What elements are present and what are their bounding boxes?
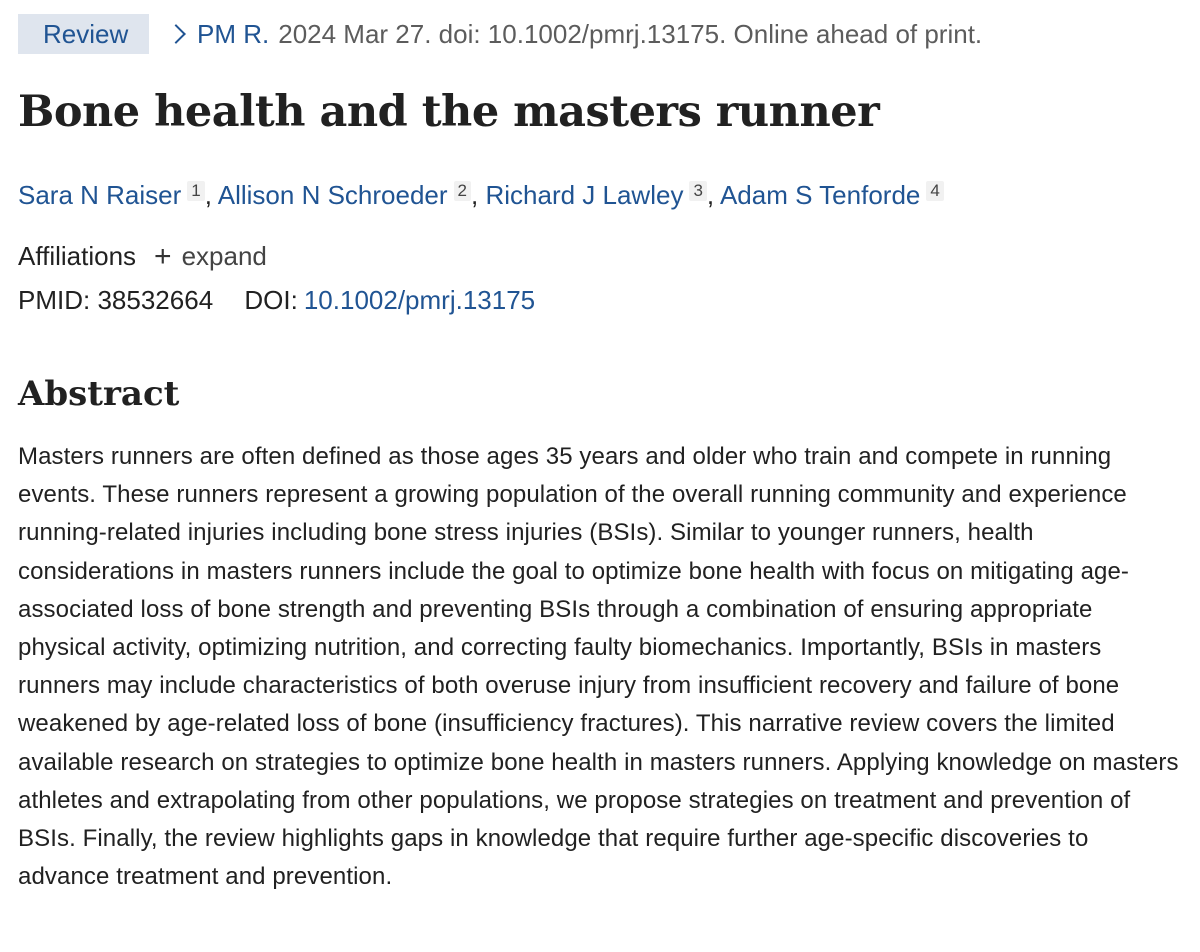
chevron-right-icon[interactable] [166, 24, 186, 44]
publication-type-badge: Review [18, 14, 149, 54]
affiliation-ref[interactable]: 4 [926, 181, 943, 201]
affiliation-ref[interactable]: 2 [454, 181, 471, 201]
author-separator: , [204, 180, 218, 210]
pmid-value: 38532664 [97, 285, 214, 315]
journal-link[interactable]: PM R. [197, 18, 270, 49]
citation-details: 2024 Mar 27. doi: 10.1002/pmrj.13175. Online ahead of print. [278, 18, 983, 49]
expand-label: expand [181, 241, 267, 271]
author-list [18, 180, 944, 211]
citation-line [165, 19, 982, 50]
doi-label: DOI: [244, 285, 298, 315]
affiliation-ref[interactable]: 1 [187, 181, 204, 201]
pmid-label: PMID: [18, 285, 91, 315]
doi-link[interactable]: 10.1002/pmrj.13175 [303, 285, 536, 315]
plus-icon: + [154, 239, 172, 273]
author-link[interactable]: Richard J Lawley [485, 180, 684, 210]
abstract-text: Masters runners are often defined as those ages 35 years and older who train and compete in running events. These runners represent a growing population of the overall running community and experience running-related injuries including bone stress injuries (BSIs). Similar to younger runners, health considerations in masters runners include the goal to optimize bone health with focus on mitigating age-associated loss of bone strength and preventing BSIs through a combination of ensuring appropriate physical activity, optimizing nutrition, and correcting faulty biomechanics. Importantly, BSIs in masters runners may include characteristics of both overuse injury from insufficient recovery and failure of bone weakened by age-related loss of bone (insufficiency fractures). This narrative review covers the limited available research on strategies to optimize bone health in masters runners. Applying knowledge on masters athletes and extrapolating from other populations, we propose strategies on treatment and prevention of BSIs. Finally, the review highlights gaps in knowledge that require further age-specific discoveries to advance treatment and prevention. [18, 443, 1179, 891]
expand-affiliations-button[interactable] [154, 241, 267, 272]
author-link[interactable]: Adam S Tenforde [719, 180, 921, 210]
author-link[interactable]: Allison N Schroeder [217, 180, 448, 210]
affiliations-label: Affiliations [18, 241, 137, 271]
author-link[interactable]: Sara N Raiser [18, 180, 182, 210]
citation-header [18, 14, 982, 54]
affiliation-ref[interactable]: 3 [689, 181, 706, 201]
author-separator: , [706, 180, 720, 210]
author-separator: , [471, 180, 486, 210]
article-identifiers [18, 285, 535, 316]
affiliations-row [18, 241, 267, 272]
abstract-heading: Abstract [18, 374, 180, 414]
article-title: Bone health and the masters runner [18, 87, 880, 137]
